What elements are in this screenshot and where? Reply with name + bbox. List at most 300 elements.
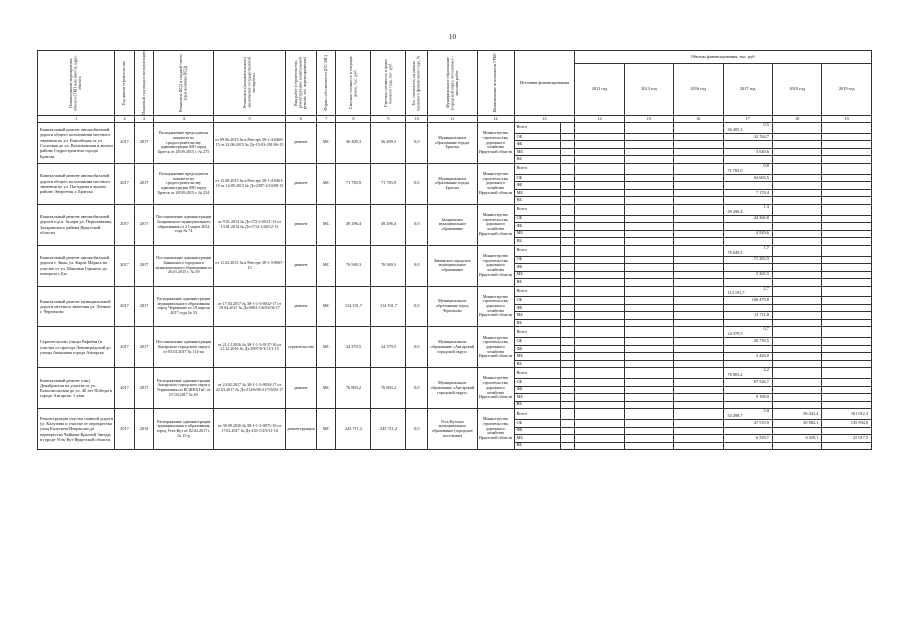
- spacer-cell: [560, 297, 574, 305]
- value-2013: [624, 386, 673, 394]
- value-2018: [772, 327, 821, 338]
- value-2013: [624, 279, 673, 287]
- value-2011: [575, 353, 624, 361]
- ownership: МС: [316, 368, 336, 409]
- work-kind: ремонт: [286, 368, 317, 409]
- funding-source: Всего: [514, 409, 560, 420]
- value-2017: [723, 442, 772, 450]
- value-2013: [624, 215, 673, 223]
- funding-source: ФБ: [514, 223, 560, 231]
- value-2016: [674, 133, 723, 141]
- value-2017: [723, 264, 772, 272]
- value-2016: [674, 338, 723, 346]
- column-number: 10: [406, 116, 428, 123]
- value-2017: [723, 319, 772, 327]
- value-2017: [723, 223, 772, 231]
- value-2019: [822, 141, 872, 149]
- spacer-cell: [560, 394, 574, 402]
- cost-current: 76 803,2: [336, 368, 371, 409]
- cost-base: 76 949,3: [371, 245, 406, 286]
- table-row: [38, 245, 872, 256]
- year-2017: 2017 год: [723, 64, 772, 116]
- funding-source: ВБ: [514, 197, 560, 205]
- expertise-details: от 9.01.2014 № Дз-172-1/45/11-13 от 13.01.2014 № Дз-1712-1/40/12-13: [214, 204, 286, 245]
- spacer-cell: [560, 141, 574, 149]
- value-2017: 64 605,5: [723, 174, 772, 182]
- value-2016: [674, 230, 723, 238]
- municipality: Муниципальное образование «Ангарский городской округ»: [428, 368, 477, 409]
- value-2017: 3 420,0: [723, 353, 772, 361]
- table-row: [38, 409, 872, 420]
- spacer-cell: [560, 319, 574, 327]
- spacer-cell: [560, 353, 574, 361]
- start-year: 2017: [115, 327, 135, 368]
- total-2017: 76 649,3: [727, 249, 743, 255]
- value-2013: [624, 304, 673, 312]
- table-row: [38, 163, 872, 174]
- h-own: Форма собственности (ГС/ МС): [316, 51, 336, 116]
- column-number: 3: [134, 116, 154, 123]
- spacer-cell: [560, 327, 574, 338]
- value-2016: [674, 156, 723, 164]
- value-2019: [822, 312, 872, 320]
- ownership: МС: [316, 327, 336, 368]
- value-2018: [772, 163, 821, 174]
- value-2017: 3 640,6: [723, 148, 772, 156]
- value-2019: [822, 304, 872, 312]
- value-2013: [624, 368, 673, 379]
- h-volume: Объемы финансирования, тыс. руб.: [575, 51, 872, 64]
- value-2016: [674, 319, 723, 327]
- municipality: Муниципальное образование «Ангарский городской округ»: [428, 327, 477, 368]
- total-2017: 114 191,7: [727, 290, 745, 296]
- work-kind: ремонт: [286, 204, 317, 245]
- value-2016: [674, 141, 723, 149]
- table-row: [38, 204, 872, 215]
- spacer-cell: [560, 223, 574, 231]
- value-2017: 20 739,5: [723, 338, 772, 346]
- value-2016: [674, 401, 723, 409]
- value-2017: 6 559,7: [723, 435, 772, 443]
- value-2013: [624, 189, 673, 197]
- value-2019: [822, 174, 872, 182]
- value-2017: 44 366,8: [723, 215, 772, 223]
- start-year: 2017: [115, 123, 135, 164]
- funding-source: ВБ: [514, 279, 560, 287]
- value-2011: [575, 286, 624, 297]
- funding-source: МБ: [514, 148, 560, 156]
- value-2011: [575, 256, 624, 264]
- h-end: Плановый год ввода в эксплуатацию: [134, 51, 154, 116]
- grbs: Министерство строительства, дорожного хозяйства Иркутской области: [477, 409, 514, 450]
- column-number: 18: [772, 116, 821, 123]
- ownership: МС: [316, 204, 336, 245]
- spacer-cell: [560, 215, 574, 223]
- h-start: Год начала строительства: [115, 51, 135, 116]
- value-2018: [772, 271, 821, 279]
- cost-base: 49 296,4: [371, 204, 406, 245]
- funding-source: ОБ: [514, 338, 560, 346]
- value-2018: [772, 182, 821, 190]
- cost-current: 49 296,4: [336, 204, 371, 245]
- grbs: Министерство строительства, дорожного хозяйства Иркутской области: [477, 163, 514, 204]
- value-2011: [575, 427, 624, 435]
- value-2019: [822, 345, 872, 353]
- value-2013: [624, 312, 673, 320]
- psd-details: Распоряжение администрации муниципального образования город Усть-Кут от 02.02.2017 г. № 15-р: [154, 409, 214, 450]
- value-2016: [674, 379, 723, 387]
- funding-source: Всего: [514, 204, 560, 215]
- value-2013: [624, 163, 673, 174]
- readiness-2017: 0,7: [763, 326, 769, 332]
- expertise-details: от 21.12.2016 № 38-1-1-3-0137-16 от 21.12.2016 № Дз-2997/6-3/11/1-15: [214, 327, 286, 368]
- spacer-cell: [560, 271, 574, 279]
- expertise-details: от 30.09.2016 № 38-1-1-3-0071-16 от 17.02.2017 № Дз-235-1/3/5/11-16: [214, 409, 286, 450]
- value-2011: [575, 245, 624, 256]
- funding-source: ФБ: [514, 427, 560, 435]
- value-2019: [822, 189, 872, 197]
- value-2019: [822, 148, 872, 156]
- value-2017: 4 929,6: [723, 230, 772, 238]
- value-2018: [772, 204, 821, 215]
- object-name: Реконструкция участка главной дороги ул. Калугина и участке от перекрестка улиц Калугина-Некрасова до перекрестка Чайкова-Красной Звезды в городе Усть-Кут Иркутской области: [38, 409, 115, 450]
- value-2018: [772, 319, 821, 327]
- page-number: 10: [449, 33, 456, 41]
- spacer-cell: [560, 133, 574, 141]
- value-2017: [723, 182, 772, 190]
- value-2017: [723, 304, 772, 312]
- value-2013: [624, 204, 673, 215]
- value-2011: [575, 360, 624, 368]
- value-2016: [674, 182, 723, 190]
- value-2016: [674, 360, 723, 368]
- value-2019: [822, 163, 872, 174]
- expertise-details: от 17.04.2017 № 38-1-1-3-0032-17 от 19.04.2017 № Дз-0861-1/6/03/04-17: [214, 286, 286, 327]
- value-2019: [822, 319, 872, 327]
- value-2011: [575, 123, 624, 134]
- value-2018: [772, 304, 821, 312]
- value-2018: 56 441,2: [772, 409, 821, 420]
- readiness: 0,0: [406, 204, 428, 245]
- cost-current: 36 409,3: [336, 123, 371, 164]
- end-year: 2017: [134, 163, 154, 204]
- grbs: Министерство строительства, дорожного хозяйства Иркутской области: [477, 204, 514, 245]
- cost-base: 114 191,7: [371, 286, 406, 327]
- cost-current: 243 711,2: [336, 409, 371, 450]
- spacer-cell: [560, 442, 574, 450]
- value-2016: [674, 297, 723, 305]
- value-2013: [624, 271, 673, 279]
- expertise-details: от 12.08.2015 № в Реестре 38-1-4-0461-15 от 14.09.2015 № Дз-2397-2/10/08-15: [214, 163, 286, 204]
- value-2011: [575, 338, 624, 346]
- value-2018: [772, 197, 821, 205]
- value-2016: [674, 286, 723, 297]
- value-2018: [772, 141, 821, 149]
- value-2016: [674, 245, 723, 256]
- spacer-cell: [560, 435, 574, 443]
- funding-source: ВБ: [514, 401, 560, 409]
- value-2019: [822, 427, 872, 435]
- value-2019: [822, 327, 872, 338]
- value-2018: [772, 427, 821, 435]
- funding-source: МБ: [514, 353, 560, 361]
- value-2018: [772, 230, 821, 238]
- value-2017: [723, 163, 772, 174]
- value-2013: [624, 256, 673, 264]
- readiness: 0,0: [406, 286, 428, 327]
- h-expert: Реквизиты (положительного) заключения государственной экспертизы: [214, 51, 286, 116]
- value-2019: [822, 338, 872, 346]
- value-2019: [822, 401, 872, 409]
- value-2016: [674, 304, 723, 312]
- column-number: 2: [115, 116, 135, 123]
- value-2013: [624, 123, 673, 134]
- value-2018: [772, 401, 821, 409]
- table-row: [38, 123, 872, 134]
- column-number: 1: [38, 116, 115, 123]
- value-2019: [822, 386, 872, 394]
- value-2013: [624, 394, 673, 402]
- spacer-cell: [560, 197, 574, 205]
- value-2013: [624, 238, 673, 246]
- value-2019: 161 912,3: [822, 409, 872, 420]
- spacer-cell: [560, 420, 574, 428]
- value-2018: [772, 264, 821, 272]
- municipality: Усть-Кутское муниципальное образование (городское поселение): [428, 409, 477, 450]
- value-2017: [723, 360, 772, 368]
- value-2017: 13 711,8: [723, 312, 772, 320]
- value-2016: [674, 368, 723, 379]
- funding-source: ОБ: [514, 133, 560, 141]
- cost-base: 71 783,9: [371, 163, 406, 204]
- psd-details: Постановление администрации Зиминского городского муниципального образования от 26.01.2015 г. № 59: [154, 245, 214, 286]
- value-2018: [772, 123, 821, 134]
- h-kind: Вид работ (строительство, реконструкция, капитальный ремонт, тех. перевооружение): [286, 51, 317, 116]
- readiness-2017: 0,5: [763, 122, 769, 127]
- object-name: Капитальный ремонт автомобильной дороги г. Зима, ул. Карла Маркса на участке от ул. Максима Горького до поворота с.Бы: [38, 245, 115, 286]
- municipality: Муниципальное образование города Братска: [428, 163, 477, 204]
- funding-source: ВБ: [514, 360, 560, 368]
- value-2018: [772, 256, 821, 264]
- value-2018: [772, 360, 821, 368]
- value-2016: [674, 148, 723, 156]
- total-2017: 36 405,3: [727, 126, 743, 132]
- value-2017: [723, 286, 772, 297]
- value-2016: [674, 394, 723, 402]
- spacer-cell: [560, 156, 574, 164]
- readiness: 0,0: [406, 327, 428, 368]
- value-2011: [575, 297, 624, 305]
- year-2016: 2016 год: [674, 64, 723, 116]
- value-2011: [575, 435, 624, 443]
- value-2013: [624, 230, 673, 238]
- municipality: Муниципальное образование города Братска: [428, 123, 477, 164]
- value-2018: [772, 297, 821, 305]
- value-2011: [575, 379, 624, 387]
- value-2013: [624, 319, 673, 327]
- funding-source: ВБ: [514, 156, 560, 164]
- value-2013: [624, 435, 673, 443]
- end-year: 2017: [134, 245, 154, 286]
- expertise-details: от 09.06.2015 № в Реестре 38-1-4-0469-15 от 22.06.2015 № Дз-15-03-291/06-15: [214, 123, 286, 164]
- column-number: 12: [477, 116, 514, 123]
- value-2016: [674, 427, 723, 435]
- spacer-cell: [560, 204, 574, 215]
- column-numbers-row: [38, 116, 872, 123]
- value-2017: 7 178,4: [723, 189, 772, 197]
- value-2016: [674, 435, 723, 443]
- funding-source: Всего: [514, 163, 560, 174]
- spacer-cell: [560, 238, 574, 246]
- header-row: [38, 51, 872, 64]
- value-2011: [575, 133, 624, 141]
- total-2017: 49 296,4: [727, 208, 743, 214]
- value-2019: [822, 223, 872, 231]
- ownership: МС: [316, 123, 336, 164]
- spacer-cell: [560, 256, 574, 264]
- psd-details: Распоряжение администрации Ангарского городского округа Управления по КСЖКХТиС от 07.04.2017 № 65: [154, 368, 214, 409]
- funding-source: Всего: [514, 286, 560, 297]
- value-2019: [822, 379, 872, 387]
- funding-source: МБ: [514, 435, 560, 443]
- column-number: 19: [822, 116, 872, 123]
- spacer-cell: [560, 163, 574, 174]
- value-2011: [575, 223, 624, 231]
- value-2011: [575, 230, 624, 238]
- value-2017: [723, 245, 772, 256]
- readiness: 0,0: [406, 245, 428, 286]
- psd-details: Распоряжение администрации муниципального образования город Черемхово от 19 апреля 2017 года № 53: [154, 286, 214, 327]
- end-year: 2017: [134, 286, 154, 327]
- spacer-cell: [560, 245, 574, 256]
- value-2018: [772, 245, 821, 256]
- funding-source: ФБ: [514, 345, 560, 353]
- value-2011: [575, 163, 624, 174]
- total-2017: 76 803,2: [727, 372, 743, 378]
- value-2019: [822, 230, 872, 238]
- spacer-cell: [560, 360, 574, 368]
- spacer-cell: [560, 304, 574, 312]
- value-2013: [624, 409, 673, 420]
- spacer-cell: [560, 386, 574, 394]
- value-2018: [772, 148, 821, 156]
- value-2017: [723, 141, 772, 149]
- value-2011: [575, 386, 624, 394]
- value-2017: [723, 401, 772, 409]
- spacer-cell: [560, 338, 574, 346]
- value-2018: [772, 133, 821, 141]
- value-2013: [624, 338, 673, 346]
- psd-details: Распоряжение председателя комитета по градостроительству администрации МО город Братск от 28.09.2015 г. № 275: [154, 123, 214, 164]
- value-2011: [575, 197, 624, 205]
- spacer-cell: [560, 312, 574, 320]
- funding-source: ФБ: [514, 141, 560, 149]
- total-2017: 54 498,7: [727, 413, 743, 419]
- value-2016: [674, 386, 723, 394]
- value-2016: [674, 163, 723, 174]
- value-2019: 135 994,8: [822, 420, 872, 428]
- object-name: Строительство улицы Рафиёва (в участке от проезда Ленинградский до улицы Анкашева города Ангарска: [38, 327, 115, 368]
- funding-source: ФБ: [514, 304, 560, 312]
- value-2011: [575, 409, 624, 420]
- column-number: 7: [316, 116, 336, 123]
- funding-source: ОБ: [514, 297, 560, 305]
- value-2018: [772, 338, 821, 346]
- value-2016: [674, 353, 723, 361]
- readiness-2017: 0,8: [763, 163, 769, 168]
- column-number: 14: [575, 116, 624, 123]
- funding-source: МБ: [514, 394, 560, 402]
- funding-source: ОБ: [514, 420, 560, 428]
- value-2019: [822, 204, 872, 215]
- value-2011: [575, 345, 624, 353]
- spacer-cell: [560, 182, 574, 190]
- funding-source: МБ: [514, 230, 560, 238]
- value-2019: [822, 238, 872, 246]
- value-2016: [674, 312, 723, 320]
- financing-table: [37, 50, 872, 450]
- value-2018: [772, 379, 821, 387]
- year-2013: 2013 год: [624, 64, 673, 116]
- municipality: Муниципальное образование город Черемхово: [428, 286, 477, 327]
- value-2011: [575, 442, 624, 450]
- cost-base: 76 803,2: [371, 368, 406, 409]
- value-2019: [822, 368, 872, 379]
- psd-details: Распоряжение председателя комитета по градостроительству администрации МО город Братск от 28.09.2015 г. № 254: [154, 163, 214, 204]
- readiness: 0,0: [406, 163, 428, 204]
- table-row: [38, 368, 872, 379]
- column-number: 16: [674, 116, 723, 123]
- value-2013: [624, 148, 673, 156]
- funding-source: МБ: [514, 271, 560, 279]
- h-grbs: Наименование исполнителя ГРБС: [477, 51, 514, 116]
- cost-base: 243 711,2: [371, 409, 406, 450]
- value-2013: [624, 197, 673, 205]
- value-2013: [624, 264, 673, 272]
- value-2017: [723, 409, 772, 420]
- start-year: 2017: [115, 286, 135, 327]
- readiness-2017: 1,3: [763, 204, 769, 209]
- cost-base: 24 379,5: [371, 327, 406, 368]
- value-2013: [624, 327, 673, 338]
- column-number: 8: [336, 116, 371, 123]
- value-2013: [624, 379, 673, 387]
- column-number: 5: [214, 116, 286, 123]
- value-2013: [624, 182, 673, 190]
- value-2018: 6 359,1: [772, 435, 821, 443]
- spacer-cell: [560, 189, 574, 197]
- column-number: 15: [624, 116, 673, 123]
- end-year: 2017: [134, 123, 154, 164]
- spacer-cell: [560, 427, 574, 435]
- value-2019: [822, 256, 872, 264]
- spacer-cell: [560, 279, 574, 287]
- column-number: 17: [723, 116, 772, 123]
- funding-source: ВБ: [514, 238, 560, 246]
- value-2013: [624, 401, 673, 409]
- spacer-cell: [560, 409, 574, 420]
- municipality: Зиминское городское муниципальное образование: [428, 245, 477, 286]
- value-2011: [575, 141, 624, 149]
- value-2017: [723, 368, 772, 379]
- value-2016: [674, 223, 723, 231]
- psd-details: Постановление администрации Ангарского городского округа от 03.02.2017 № 114-па: [154, 327, 214, 368]
- start-year: 2017: [115, 409, 135, 450]
- ownership: МС: [316, 163, 336, 204]
- value-2016: [674, 215, 723, 223]
- value-2013: [624, 427, 673, 435]
- value-2011: [575, 156, 624, 164]
